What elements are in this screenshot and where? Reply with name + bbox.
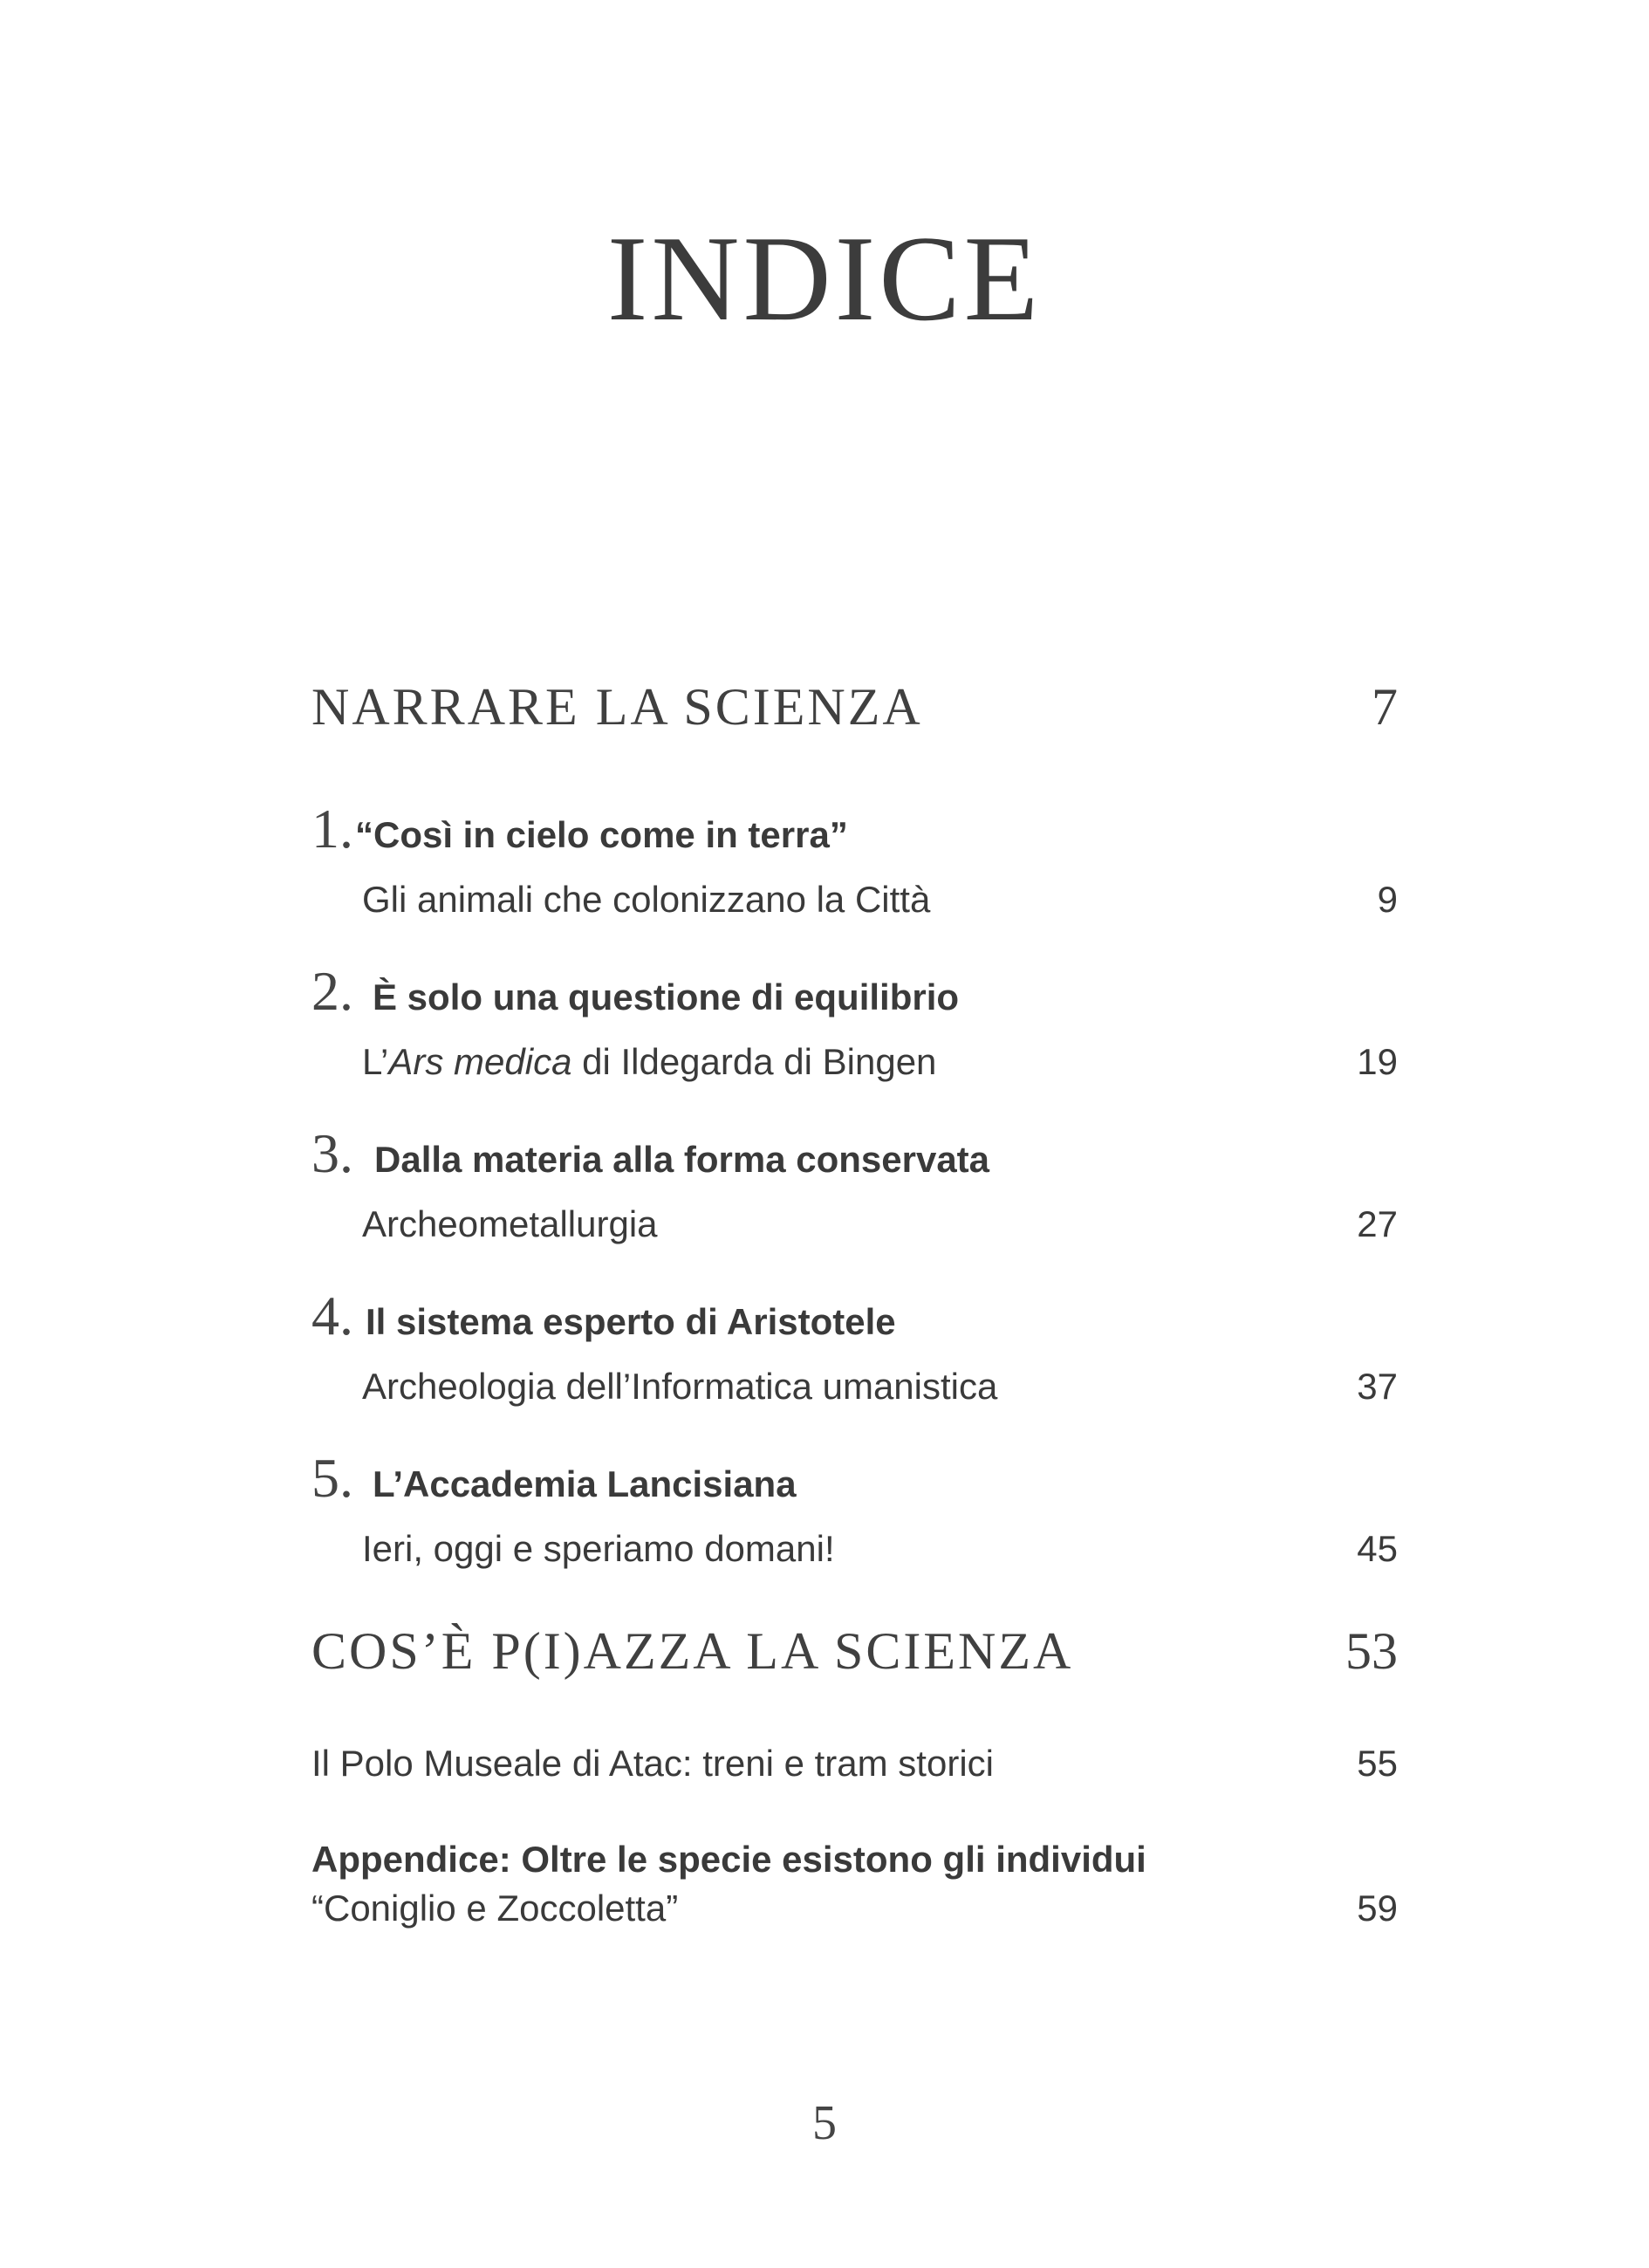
subtitle-suffix: di Ildegarda di Bingen [571,1041,937,1082]
appendix-page-number: 59 [1357,1888,1398,1929]
chapter-page-number: 27 [1357,1203,1398,1244]
chapter-page-number: 9 [1377,879,1398,920]
chapter-page-number: 45 [1357,1528,1398,1569]
chapter-title: È solo una questione di equilibrio [373,976,960,1018]
chapter-subtitle: Archeometallurgia [362,1203,658,1244]
chapter-number: 5. [311,1447,353,1509]
chapter-number: 1. [311,798,353,860]
section-title: NARRARE LA SCIENZA [311,678,923,736]
subtitle-prefix: L’ [362,1041,389,1082]
chapter-number: 2. [311,960,353,1022]
appendix-title: Appendice: Oltre le specie esistono gli individui [311,1839,1146,1880]
chapter-title: Il sistema esperto di Aristotele [366,1301,896,1342]
chapter-subtitle: Archeologia dell’Informatica umanistica [362,1366,998,1407]
chapter-title: L’Accademia Lancisiana [373,1463,797,1504]
appendix-subtitle: “Coniglio e Zoccoletta” [311,1888,679,1929]
subtitle-italic: Ars medica [388,1041,572,1082]
chapter-title: “Così in cielo come in terra” [355,814,848,855]
chapter-number: 3. [311,1122,353,1184]
chapter-subtitle [362,1041,937,1082]
entry-title: Il Polo Museale di Atac: treni e tram storici [311,1743,994,1784]
chapter-number: 4. [311,1285,353,1346]
chapter-subtitle: Gli animali che colonizzano la Città [362,879,931,920]
entry-page-number: 55 [1357,1743,1398,1784]
page-number: 5 [812,2096,837,2150]
chapter-title: Dalla materia alla forma conservata [374,1139,990,1180]
chapter-subtitle: Ieri, oggi e speriamo domani! [362,1528,835,1569]
chapter-page-number: 37 [1357,1366,1398,1407]
section-title: COS’È P(I)AZZA LA SCIENZA [311,1622,1074,1680]
page-title: INDICE [606,211,1043,346]
section-page-number: 7 [1372,678,1398,736]
chapter-page-number: 19 [1357,1041,1398,1082]
section-page-number: 53 [1345,1622,1398,1680]
